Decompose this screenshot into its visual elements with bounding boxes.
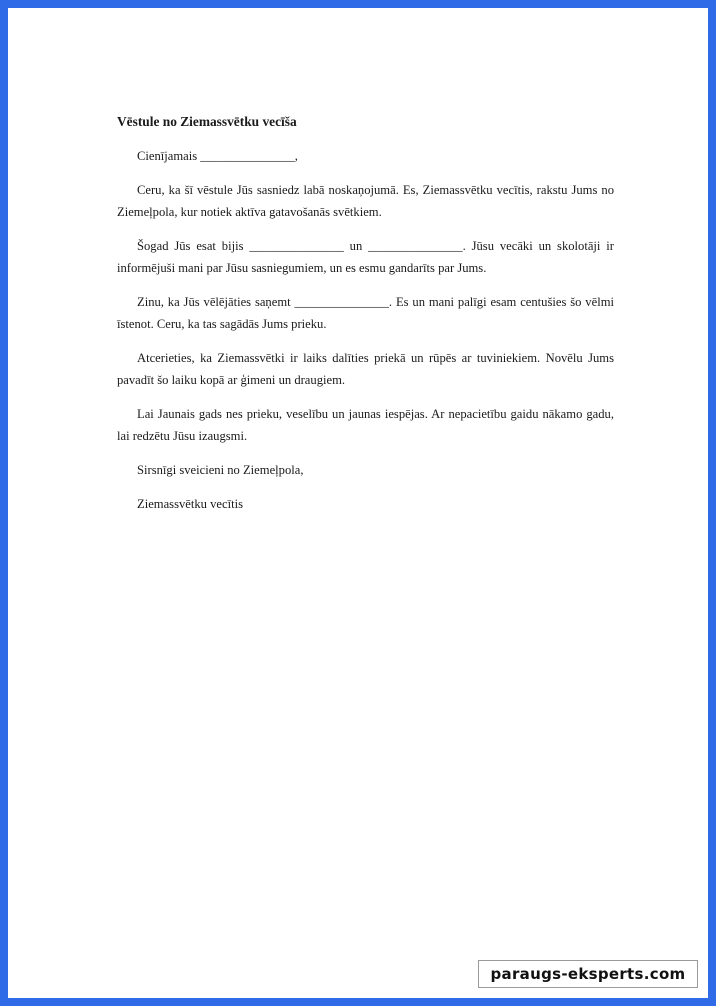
letter-greeting: Cienījamais _______________, [137, 149, 298, 163]
letter-title: Vēstule no Ziemassvētku vecīša [117, 114, 297, 129]
letter-document [117, 111, 614, 527]
letter-paragraph-2: Šogad Jūs esat bijis _______________ un _______________. Jūsu vecāki un skolotāji ir informējuši mani par Jūsu sasniegumiem, un es esmu gandarīts par Jums. [117, 239, 614, 275]
letter-paragraph-3: Zinu, ka Jūs vēlējāties saņemt _______________. Es un mani palīgi esam centušies šo vēlmi īstenot. Ceru, ka tas sagādās Jums prieku. [117, 295, 614, 331]
letter-paragraph-5: Lai Jaunais gads nes prieku, veselību un jaunas iespējas. Ar nepacietību gaidu nākamo gadu, lai redzētu Jūsu izaugsmi. [117, 407, 614, 443]
letter-closing: Sirsnīgi sveicieni no Ziemeļpola, [137, 463, 304, 477]
letter-paragraph-1: Ceru, ka šī vēstule Jūs sasniedz labā noskaņojumā. Es, Ziemassvētku vecītis, rakstu Jums no Ziemeļpola, kur notiek aktīva gatavošanās svētkiem. [117, 183, 614, 219]
watermark-badge: paraugs-eksperts.com [478, 960, 698, 988]
letter-signature: Ziemassvētku vecītis [137, 497, 243, 511]
letter-paragraph-4: Atcerieties, ka Ziemassvētki ir laiks dalīties priekā un rūpēs ar tuviniekiem. Novēlu Jums pavadīt šo laiku kopā ar ģimeni un draugiem. [117, 351, 614, 387]
